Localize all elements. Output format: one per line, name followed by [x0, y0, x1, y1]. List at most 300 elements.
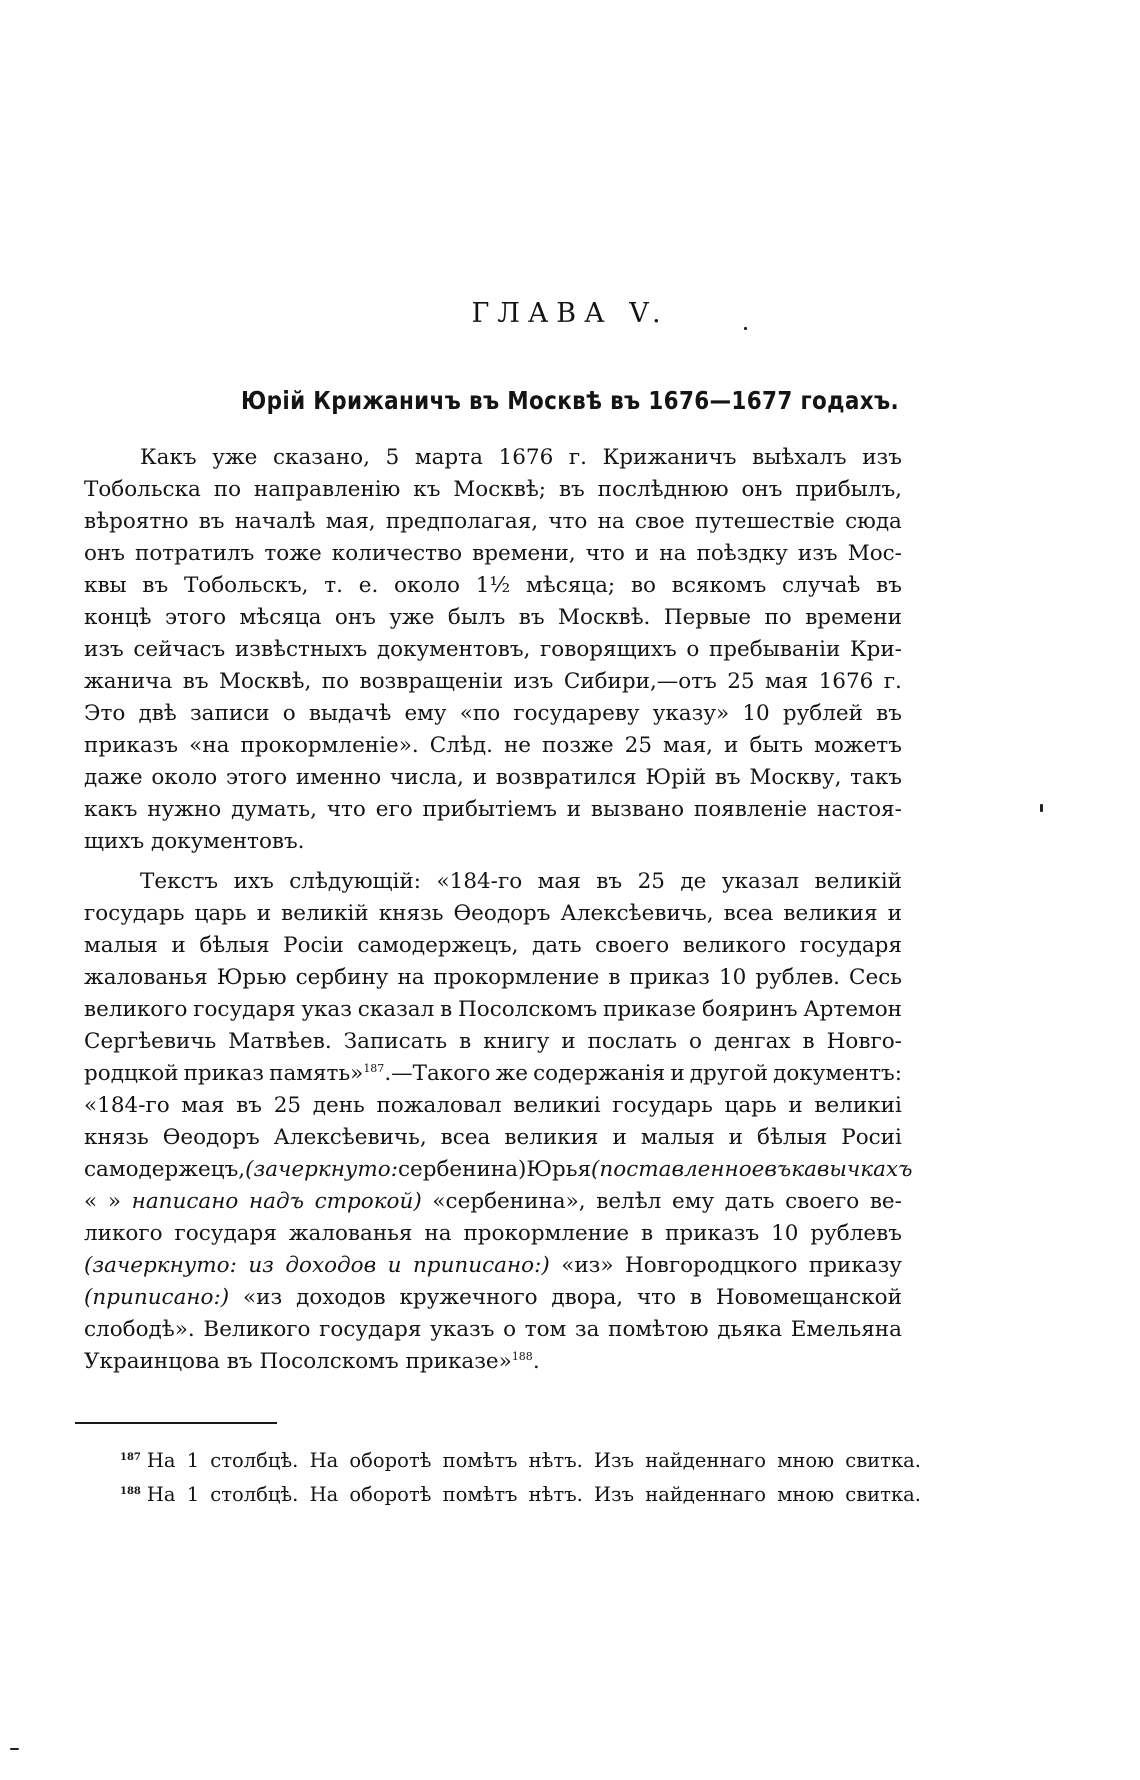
word: и	[788, 1093, 803, 1118]
word: рублей	[782, 701, 863, 726]
word: мая,	[325, 509, 376, 534]
word: великиі	[814, 1093, 902, 1118]
word: Москвѣ;	[453, 477, 547, 502]
word: 1676	[818, 669, 874, 694]
word: ему	[672, 1189, 715, 1214]
text-line	[84, 698, 902, 730]
footnote-188	[120, 1478, 921, 1512]
word: де	[680, 869, 707, 894]
word: Сибири,—отъ	[563, 669, 717, 694]
word: въ	[142, 573, 169, 598]
word: «сербенина»,	[432, 1189, 586, 1214]
word: приказъ	[84, 733, 179, 758]
word: всякомъ	[671, 573, 767, 598]
word: указал	[721, 869, 799, 894]
word: въ	[876, 573, 902, 598]
word: 25	[624, 733, 652, 758]
text-line	[84, 506, 902, 538]
word: «на	[189, 733, 230, 758]
chapter-number: V.	[629, 298, 669, 329]
word: потратилъ	[135, 541, 255, 566]
word: случаѣ	[782, 573, 861, 598]
word: и	[566, 797, 582, 822]
word: и	[670, 1061, 685, 1086]
word: велѣл	[596, 1189, 662, 1214]
word: и	[724, 733, 739, 758]
word: концѣ	[84, 605, 152, 630]
word: и	[472, 765, 487, 790]
word: выѣхалъ	[752, 445, 847, 470]
word: Матвѣев.	[228, 1029, 332, 1054]
word: 10	[771, 1221, 799, 1246]
scan-speck	[1040, 804, 1043, 812]
word: »	[107, 1189, 121, 1214]
word: другой	[689, 1061, 768, 1086]
word: двѣ	[138, 701, 177, 726]
footnote-number: 187	[120, 1452, 141, 1463]
word: Посолскомъ	[259, 1349, 399, 1374]
word: изъ	[862, 445, 902, 470]
word: государь	[612, 1093, 713, 1118]
word: надъ	[248, 1189, 304, 1214]
word: Росіи	[283, 933, 344, 958]
word: (приписано:)	[84, 1285, 230, 1310]
word: предполагая,	[385, 509, 539, 534]
word: царь	[194, 901, 247, 926]
word: «184-го	[436, 869, 523, 894]
word: послать	[587, 1029, 678, 1054]
word: документъ:	[773, 1061, 902, 1086]
word: началѣ	[234, 509, 316, 534]
word: ихъ	[233, 869, 274, 894]
word: прибылъ,	[795, 477, 902, 502]
footnote-number: 188	[120, 1486, 141, 1497]
word: «184-го	[84, 1093, 170, 1118]
word: возвращеніи	[359, 669, 504, 694]
word: государя	[174, 1221, 277, 1246]
word: около	[394, 573, 460, 598]
word: на	[397, 965, 425, 990]
word: прокормление	[463, 1221, 630, 1246]
word: сюда	[845, 509, 902, 534]
word: щихъ	[84, 829, 145, 854]
text-line	[84, 762, 902, 794]
word: числа,	[389, 765, 464, 790]
word: Мос-	[847, 541, 902, 566]
word: что	[548, 509, 588, 534]
word: въ	[226, 1349, 253, 1374]
word: уже	[212, 445, 258, 470]
word: Москву,	[749, 765, 842, 790]
scan-speck	[10, 1748, 19, 1750]
word: этого	[226, 765, 288, 790]
word: его	[375, 797, 413, 822]
word: въ	[764, 1157, 792, 1182]
text-line	[84, 538, 902, 570]
word: кавычкахъ	[791, 1157, 913, 1182]
word: из	[248, 1253, 274, 1278]
word: Текстъ	[140, 869, 219, 894]
word: выдачѣ	[308, 701, 392, 726]
word: и	[387, 1253, 402, 1278]
chapter-title: Юрій Крижаничъ въ Москвѣ въ 1676—1677 годахъ.	[241, 386, 899, 415]
word: мая	[765, 669, 809, 694]
word: Первые	[663, 605, 752, 630]
word: времени,	[472, 541, 576, 566]
word: рублев.	[755, 965, 841, 990]
word: дать	[531, 933, 582, 958]
word: въ	[518, 605, 545, 630]
text-line	[84, 442, 902, 474]
word: великій	[281, 901, 369, 926]
word: «из	[243, 1285, 283, 1310]
word: (зачеркнуто:	[84, 1253, 237, 1278]
word: въ	[876, 701, 902, 726]
word: на	[597, 509, 625, 534]
scan-speck	[744, 327, 747, 330]
word: къ	[413, 477, 441, 502]
word: быть	[749, 733, 804, 758]
word: дать	[724, 1189, 775, 1214]
word: марта	[414, 445, 483, 470]
word: возвратился	[495, 765, 637, 790]
word: великия	[783, 901, 878, 926]
word: великого	[682, 933, 787, 958]
word: в	[641, 1221, 654, 1246]
word: по	[321, 669, 350, 694]
word: можетъ	[814, 733, 902, 758]
word: г.	[883, 669, 902, 694]
word: ему	[404, 701, 447, 726]
word: написано	[131, 1189, 239, 1214]
text-line	[84, 1026, 902, 1058]
word: Посолскомъ	[458, 997, 598, 1022]
word: бѣлыя	[199, 933, 270, 958]
word: по	[213, 477, 242, 502]
word: Москвѣ,	[218, 669, 312, 694]
word: Тобольскъ,	[183, 573, 309, 598]
word: на	[424, 1221, 452, 1246]
word: царь	[724, 1093, 777, 1118]
word: же	[495, 1061, 529, 1086]
word: 10	[718, 965, 747, 990]
word: въ	[236, 1093, 262, 1118]
word: т.	[324, 573, 343, 598]
word: 10	[742, 701, 770, 726]
word: приказ	[183, 1061, 264, 1086]
word: уже	[389, 605, 435, 630]
word: в	[608, 965, 621, 990]
word: бѣлыя	[757, 1125, 828, 1150]
word: прокормление	[433, 965, 600, 990]
word: свое	[634, 509, 685, 534]
word: государя	[319, 1317, 422, 1342]
word: приказе»$^{188}$.	[405, 1349, 540, 1374]
word: мая,	[663, 733, 713, 758]
word: Слѣд.	[429, 733, 493, 758]
word: доходов	[285, 1253, 377, 1278]
text-line	[84, 1314, 902, 1346]
text-line	[84, 1346, 902, 1378]
text-line	[84, 962, 902, 994]
word: малыя	[640, 1125, 715, 1150]
word: Москвѣ.	[558, 605, 651, 630]
word: Великого	[203, 1317, 311, 1342]
word: поѣздку	[696, 541, 788, 566]
word: какъ	[84, 797, 138, 822]
word: самодержецъ,	[84, 1157, 246, 1182]
word: записи	[189, 701, 270, 726]
word: настоя-	[817, 797, 902, 822]
word: изъ	[797, 541, 838, 566]
word: «из»	[561, 1253, 614, 1278]
word: малыя	[84, 933, 158, 958]
word: сербенина)	[397, 1157, 527, 1182]
word: в	[459, 1029, 472, 1054]
text-line	[84, 1282, 902, 1314]
word: онъ	[741, 477, 783, 502]
word: Алексѣевичь,	[560, 901, 714, 926]
word: пожаловал	[376, 1093, 502, 1118]
text-line	[84, 1122, 902, 1154]
text-line	[84, 898, 902, 930]
word: по	[764, 605, 792, 630]
word: государя	[193, 997, 296, 1022]
word: 1½	[475, 573, 511, 598]
word: прокормленіе».	[240, 733, 419, 758]
word: былъ	[447, 605, 506, 630]
word: Артемон	[803, 997, 902, 1022]
word: том	[524, 1317, 567, 1342]
footnote-text: На 1 столбцѣ. На оборотѣ помѣтъ нѣтъ. Изъ найденнаго мною свитка.	[146, 1449, 921, 1472]
footnote-text: На 1 столбцѣ. На оборотѣ помѣтъ нѣтъ. Изъ найденнаго мною свитка.	[146, 1483, 921, 1506]
word: слѣдующій:	[289, 869, 421, 894]
word: строкой)	[314, 1189, 422, 1214]
word: 5	[385, 445, 400, 470]
word: что	[636, 1285, 677, 1310]
word: и	[561, 1029, 576, 1054]
word: около	[151, 765, 218, 790]
word: появленіе	[693, 797, 808, 822]
word: сказал	[357, 997, 435, 1022]
word: всеа	[723, 901, 774, 926]
word: своего	[595, 933, 670, 958]
word: приказ	[629, 965, 710, 990]
word: денгах	[714, 1029, 791, 1054]
word: Ѳеодоръ	[453, 901, 551, 926]
text-line	[84, 1186, 902, 1218]
word: «	[84, 1189, 98, 1214]
word: и	[171, 933, 186, 958]
word: (поставленное	[591, 1157, 765, 1182]
word: Емельяна	[790, 1317, 902, 1342]
word: Украинцова	[84, 1349, 220, 1374]
word: позже	[542, 733, 614, 758]
word: Сергѣевичь	[84, 1029, 217, 1054]
word: государя	[799, 933, 902, 958]
word: вѣроятно	[84, 509, 189, 534]
word: день	[312, 1093, 365, 1118]
text-line	[84, 794, 902, 826]
text-line	[84, 474, 902, 506]
chapter-label: ГЛАВА	[471, 298, 613, 329]
word: о	[282, 701, 296, 726]
word: Это	[84, 701, 126, 726]
footnotes	[120, 1444, 921, 1512]
word: самодержецъ,	[357, 933, 519, 958]
word: (зачеркнуто:	[245, 1157, 398, 1182]
word: мѣсяца	[239, 605, 322, 630]
word: мѣсяца;	[526, 573, 616, 598]
word: мая	[181, 1093, 225, 1118]
text-line	[84, 1250, 902, 1282]
word: что	[585, 541, 625, 566]
word: в	[802, 1029, 815, 1054]
chapter-heading	[0, 298, 1140, 329]
word: государь	[84, 901, 185, 926]
word: князь	[378, 901, 444, 926]
word: князь	[84, 1125, 149, 1150]
text-line	[84, 602, 902, 634]
word: Алексѣевичь,	[273, 1125, 427, 1150]
word: этого	[164, 605, 227, 630]
word: доходов	[296, 1285, 386, 1310]
word: родцкой	[84, 1061, 179, 1086]
word: нужно	[147, 797, 222, 822]
word: двора,	[551, 1285, 624, 1310]
word: и	[256, 901, 272, 926]
word: в	[440, 997, 453, 1022]
word: память»$^{187}$.—Такого	[269, 1061, 491, 1086]
word: и	[887, 901, 902, 926]
word: помѣтою	[608, 1317, 709, 1342]
footnote-divider	[75, 1422, 277, 1424]
text-line	[84, 1218, 902, 1250]
word: г.	[568, 445, 587, 470]
word: «по	[459, 701, 501, 726]
word: книгу	[483, 1029, 550, 1054]
word: во	[630, 573, 656, 598]
word: Ѳеодоръ	[162, 1125, 260, 1150]
text-line	[84, 1090, 902, 1122]
word: в	[689, 1285, 702, 1310]
word: и	[634, 541, 650, 566]
word: Новгородцкого	[625, 1253, 798, 1278]
word: и	[612, 1125, 627, 1150]
text-line	[84, 930, 902, 962]
word: что	[326, 797, 366, 822]
word: приписано:)	[412, 1253, 550, 1278]
word: ве-	[869, 1189, 902, 1214]
word: Новго-	[826, 1029, 902, 1054]
word: Записать	[343, 1029, 448, 1054]
word: такъ	[850, 765, 902, 790]
word: указ	[301, 997, 352, 1022]
word: приказе	[603, 997, 697, 1022]
paragraph-1	[84, 442, 902, 858]
word: даже	[84, 765, 143, 790]
word: послѣднюю	[597, 477, 729, 502]
word: 25	[727, 669, 755, 694]
word: великій	[814, 869, 902, 894]
word: онъ	[84, 541, 125, 566]
word: извѣстныхъ	[234, 637, 368, 662]
text-line	[84, 866, 902, 898]
word: сербину	[295, 965, 389, 990]
word: Юрья	[526, 1157, 592, 1182]
word: не	[503, 733, 532, 758]
word: Юрью	[216, 965, 287, 990]
word: тоже	[264, 541, 322, 566]
word: говорящихъ	[540, 637, 677, 662]
word: и	[728, 1125, 744, 1150]
word: мая	[537, 869, 581, 894]
paragraph-2	[84, 866, 913, 1378]
word: своего	[785, 1189, 860, 1214]
word: бояринъ	[701, 997, 798, 1022]
word: слободѣ».	[84, 1317, 195, 1342]
word: сейчасъ	[133, 637, 226, 662]
word: указу»	[652, 701, 730, 726]
word: думать,	[231, 797, 317, 822]
word: прибытіемъ	[422, 797, 557, 822]
word: Сесь	[849, 965, 902, 990]
word: Кри-	[849, 637, 902, 662]
text-line	[84, 1058, 902, 1090]
word: 1676	[498, 445, 554, 470]
word: въ	[596, 869, 623, 894]
word: въ	[198, 509, 225, 534]
word: на	[659, 541, 687, 566]
word: Тобольска	[84, 477, 201, 502]
word: направленію	[253, 477, 401, 502]
word: рублевъ	[810, 1221, 902, 1246]
text-line	[84, 730, 902, 762]
word: содержанія	[533, 1061, 666, 1086]
word: изъ	[513, 669, 554, 694]
text-line	[84, 666, 902, 698]
word: 25	[273, 1093, 302, 1118]
word: путешествіе	[694, 509, 835, 534]
word: всеа	[440, 1125, 491, 1150]
word: о	[503, 1317, 517, 1342]
word: онъ	[334, 605, 376, 630]
word: ликого	[84, 1221, 163, 1246]
word: Крижаничъ	[602, 445, 737, 470]
word: въ	[714, 765, 741, 790]
text-line	[84, 1154, 913, 1186]
word: великиі	[513, 1093, 601, 1118]
word: жалованья	[84, 965, 208, 990]
word: за	[574, 1317, 600, 1342]
word: о	[689, 1029, 702, 1054]
word: Какъ	[140, 445, 197, 470]
word: е.	[358, 573, 379, 598]
text-line	[84, 994, 902, 1026]
word: приказъ	[665, 1221, 760, 1246]
word: дьяка	[717, 1317, 783, 1342]
word: въ	[558, 477, 585, 502]
text-line	[84, 826, 902, 858]
word: документовъ,	[376, 637, 531, 662]
word: Новомещанской	[715, 1285, 902, 1310]
text-line	[84, 634, 902, 666]
word: документовъ.	[151, 829, 305, 854]
word: приказу	[808, 1253, 902, 1278]
word: изъ	[84, 637, 124, 662]
word: 25	[637, 869, 665, 894]
word: Юрій	[645, 765, 707, 790]
